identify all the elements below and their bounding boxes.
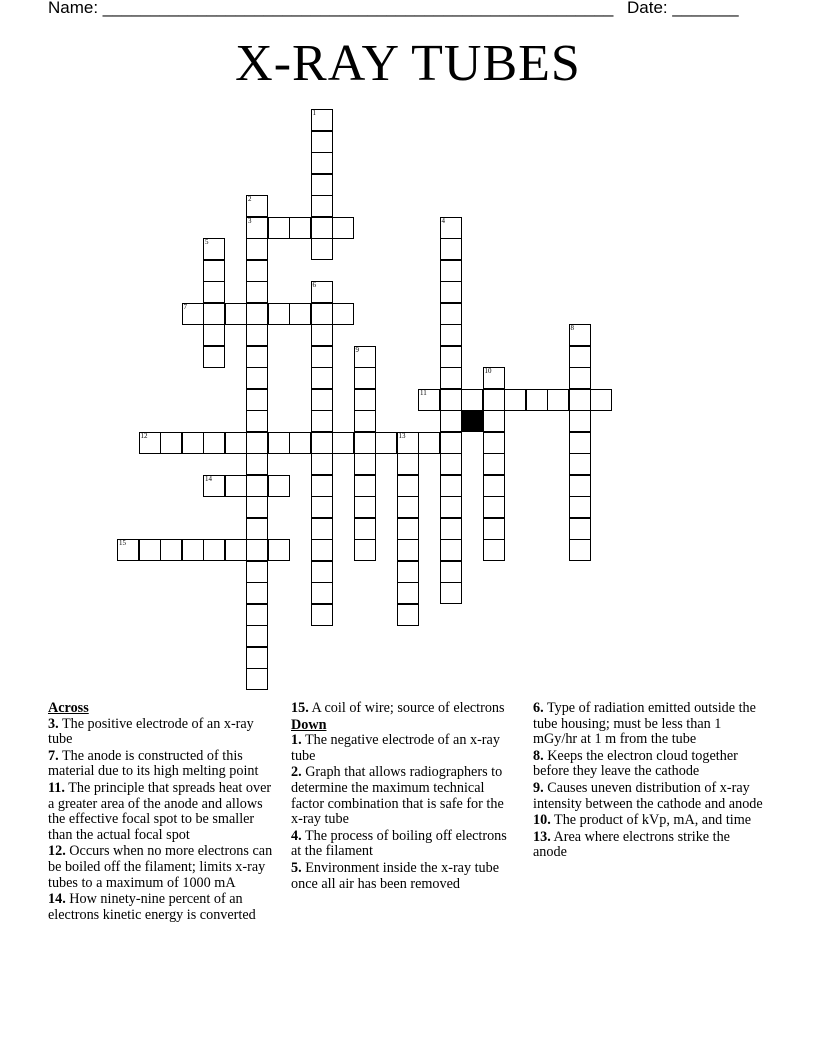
clue-number: 11. [48, 779, 65, 796]
crossword-cell[interactable] [483, 367, 505, 389]
clue-across-12 [48, 844, 280, 891]
crossword-cell[interactable] [569, 346, 591, 368]
crossword-cell[interactable] [311, 367, 333, 389]
clue-number: 14. [48, 891, 66, 908]
clue-across-15 [291, 701, 517, 717]
clue-across-14 [48, 892, 280, 923]
crossword-cell[interactable] [246, 561, 268, 583]
crossword-cell[interactable] [440, 324, 462, 346]
crossword-cell[interactable] [225, 432, 247, 454]
crossword-cell[interactable] [311, 303, 333, 325]
crossword-cell[interactable] [440, 432, 462, 454]
crossword-cell[interactable] [289, 432, 311, 454]
crossword-cell[interactable] [225, 303, 247, 325]
crossword-cell[interactable] [397, 496, 419, 518]
crossword-cell[interactable] [569, 496, 591, 518]
clue-text: The negative electrode of an x-ray tube [291, 732, 500, 764]
crossword-cell[interactable] [246, 668, 268, 690]
crossword-cell[interactable] [246, 625, 268, 647]
clue-number: 1. [291, 732, 302, 749]
date-field[interactable]: Date: _______ [627, 0, 739, 17]
clue-text: Area where electrons strike the anode [533, 828, 730, 861]
clue-down-2 [291, 765, 517, 827]
clue-number: 13. [533, 828, 551, 845]
crossword-cell[interactable] [268, 475, 290, 497]
clue-number: 3. [48, 715, 59, 732]
crossword-cell[interactable] [483, 453, 505, 475]
crossword-cell[interactable] [246, 647, 268, 669]
crossword-cell[interactable] [311, 432, 333, 454]
crossword-cell[interactable] [246, 367, 268, 389]
crossword-cell[interactable] [397, 539, 419, 561]
clue-text: The positive electrode of an x-ray tube [48, 715, 254, 748]
crossword-cell[interactable] [569, 389, 591, 411]
clue-text: The process of boiling off electrons at the filament [291, 827, 507, 860]
crossword-cell[interactable] [461, 389, 483, 411]
crossword-cell[interactable] [139, 432, 161, 454]
crossword-cell[interactable] [203, 281, 225, 303]
down-heading: Down [291, 716, 327, 733]
cell-number: 11 [420, 388, 427, 397]
clue-down-13 [533, 830, 763, 861]
crossword-cell[interactable] [246, 604, 268, 626]
crossword-cell[interactable] [311, 604, 333, 626]
crossword-cell[interactable] [547, 389, 569, 411]
crossword-cell[interactable] [354, 539, 376, 561]
clue-across-3 [48, 717, 280, 748]
crossword-cell[interactable] [268, 539, 290, 561]
cell-number: 13 [398, 431, 406, 440]
crossword-cell[interactable] [354, 453, 376, 475]
crossword-cell[interactable] [569, 475, 591, 497]
crossword-cell[interactable] [440, 496, 462, 518]
crossword-cell[interactable] [246, 432, 268, 454]
crossword-cell[interactable] [268, 303, 290, 325]
crossword-cell[interactable] [397, 518, 419, 540]
crossword-cell[interactable] [246, 217, 268, 239]
crossword-cell[interactable] [139, 539, 161, 561]
crossword-cell[interactable] [246, 195, 268, 217]
clue-number: 5. [291, 859, 302, 876]
crossword-cell[interactable] [440, 453, 462, 475]
clue-down-6 [533, 701, 763, 748]
crossword-cell[interactable] [203, 346, 225, 368]
cell-number: 9 [355, 345, 359, 354]
crossword-cell[interactable] [311, 152, 333, 174]
crossword-cell[interactable] [203, 475, 225, 497]
clue-down-1 [291, 733, 517, 764]
crossword-cell[interactable] [569, 367, 591, 389]
crossword-cell[interactable] [440, 260, 462, 282]
crossword-cell[interactable] [203, 238, 225, 260]
crossword-cell[interactable] [160, 432, 182, 454]
clue-number: 6. [533, 700, 544, 716]
crossword-cell[interactable] [397, 453, 419, 475]
crossword-cell[interactable] [246, 238, 268, 260]
clue-down-4 [291, 829, 517, 860]
crossword-cell[interactable] [117, 539, 139, 561]
cell-number: 1 [312, 109, 316, 117]
cell-number: 2 [248, 195, 252, 203]
crossword-cell[interactable] [160, 539, 182, 561]
clue-text: Environment inside the x-ray tube once all air has been removed [291, 859, 500, 892]
crossword-cell[interactable] [311, 453, 333, 475]
clue-number: 15. [291, 700, 309, 716]
cell-number: 5 [205, 238, 209, 246]
crossword-cell[interactable] [483, 539, 505, 561]
crossword-cell[interactable] [311, 281, 333, 303]
crossword-cell[interactable] [483, 496, 505, 518]
clue-text: Keeps the electron cloud together before they leave the cathode [533, 747, 738, 780]
crossword-cell[interactable] [311, 174, 333, 196]
crossword-cell[interactable] [397, 582, 419, 604]
clue-text: The principle that spreads heat over a greater area of the anode and allows the effective focal spot to be smaller than the actual focal spot [48, 779, 272, 843]
crossword-cell[interactable] [569, 324, 591, 346]
crossword-cell[interactable] [182, 539, 204, 561]
crossword-cell[interactable] [311, 346, 333, 368]
clue-number: 4. [291, 827, 302, 844]
crossword-cell[interactable] [311, 518, 333, 540]
clue-text: Causes uneven distribution of x-ray intensity between the cathode and anode [533, 779, 763, 812]
clues-column-3 [533, 701, 763, 862]
clue-text: How ninety-nine percent of an electrons kinetic energy is converted [48, 891, 256, 923]
clue-text: The product of kVp, mA, and time [554, 812, 752, 829]
crossword-cell[interactable] [483, 410, 505, 432]
crossword-cell[interactable] [203, 324, 225, 346]
crossword-cell[interactable] [440, 539, 462, 561]
page-title: X-RAY TUBES [235, 35, 581, 92]
clue-text: Occurs when no more electrons can be boiled off the filament; limits x-ray tubes to a maximum of 1000 mA [48, 843, 273, 891]
cell-number: 10 [484, 367, 492, 375]
crossword-cell[interactable] [311, 195, 333, 217]
crossword-cell[interactable] [418, 432, 440, 454]
crossword-cell[interactable] [483, 432, 505, 454]
crossword-cell[interactable] [182, 432, 204, 454]
clue-down-10 [533, 813, 763, 829]
crossword-cell[interactable] [225, 475, 247, 497]
crossword-cell[interactable] [440, 238, 462, 260]
crossword-cell[interactable] [440, 367, 462, 389]
crossword-cell[interactable] [311, 496, 333, 518]
crossword-cell[interactable] [246, 346, 268, 368]
crossword-cell[interactable] [569, 539, 591, 561]
crossword-cell[interactable] [354, 518, 376, 540]
crossword-cell[interactable] [354, 496, 376, 518]
crossword-cell[interactable] [289, 303, 311, 325]
crossword-cell[interactable] [418, 389, 440, 411]
clues-column-2 [291, 701, 517, 893]
crossword-cell[interactable] [268, 217, 290, 239]
crossword-cell[interactable] [440, 281, 462, 303]
clue-text: The anode is constructed of this material due to its high melting point [48, 747, 259, 780]
crossword-cell[interactable] [203, 260, 225, 282]
name-field[interactable]: Name: ______________________________________________________ [48, 0, 614, 17]
crossword-cell[interactable] [246, 260, 268, 282]
crossword-cell[interactable] [375, 432, 397, 454]
crossword-cell[interactable] [246, 539, 268, 561]
clue-text: Graph that allows radiographers to determine the maximum technical factor combination that is safe for the x-ray tube [291, 764, 504, 828]
crossword-cell[interactable] [311, 131, 333, 153]
crossword-cell[interactable] [354, 389, 376, 411]
crossword-cell[interactable] [246, 410, 268, 432]
crossword-cell[interactable] [483, 389, 505, 411]
clue-down-5 [291, 861, 517, 892]
crossword-cell[interactable] [332, 303, 354, 325]
crossword-cell[interactable] [225, 539, 247, 561]
crossword-cell[interactable] [440, 217, 462, 239]
crossword-cell[interactable] [354, 475, 376, 497]
black-square [461, 410, 483, 432]
crossword-cell[interactable] [440, 561, 462, 583]
clue-number: 10. [533, 812, 551, 829]
crossword-cell[interactable] [246, 389, 268, 411]
crossword-cell[interactable] [526, 389, 548, 411]
clue-down-8 [533, 749, 763, 780]
clue-number: 2. [291, 764, 302, 781]
crossword-cell[interactable] [440, 346, 462, 368]
crossword-cell[interactable] [397, 604, 419, 626]
crossword-cell[interactable] [440, 582, 462, 604]
crossword-cell[interactable] [354, 410, 376, 432]
crossword-cell[interactable] [483, 518, 505, 540]
crossword-cell[interactable] [246, 303, 268, 325]
crossword-cell[interactable] [440, 303, 462, 325]
crossword-cell[interactable] [354, 432, 376, 454]
clue-number: 9. [533, 779, 544, 796]
cell-number: 3 [248, 216, 252, 225]
crossword-cell[interactable] [246, 281, 268, 303]
crossword-cell[interactable] [311, 561, 333, 583]
crossword-cell[interactable] [246, 518, 268, 540]
crossword-cell[interactable] [397, 475, 419, 497]
clue-across-11 [48, 781, 280, 843]
crossword-cell[interactable] [440, 389, 462, 411]
clue-number: 7. [48, 747, 59, 764]
crossword-cell[interactable] [311, 410, 333, 432]
across-heading: Across [48, 701, 89, 716]
crossword-cell[interactable] [397, 561, 419, 583]
crossword-cell[interactable] [569, 432, 591, 454]
cell-number: 14 [205, 474, 212, 483]
crossword-cell[interactable] [332, 217, 354, 239]
crossword-cell[interactable] [311, 109, 333, 131]
clue-text: A coil of wire; source of electrons [311, 700, 505, 716]
crossword-cell[interactable] [203, 539, 225, 561]
crossword-cell[interactable] [332, 432, 354, 454]
crossword-cell[interactable] [311, 582, 333, 604]
crossword-cell[interactable] [354, 346, 376, 368]
crossword-cell[interactable] [289, 217, 311, 239]
crossword-cell[interactable] [182, 303, 204, 325]
crossword-cell[interactable] [246, 496, 268, 518]
cell-number: 12 [140, 431, 148, 440]
crossword-cell[interactable] [569, 453, 591, 475]
crossword-cell[interactable] [311, 238, 333, 260]
crossword-cell[interactable] [311, 217, 333, 239]
clue-number: 8. [533, 747, 544, 764]
cell-number: 4 [441, 216, 445, 225]
crossword-cell[interactable] [440, 475, 462, 497]
cell-number: 7 [183, 302, 187, 311]
crossword-cell[interactable] [354, 367, 376, 389]
crossword-cell[interactable] [246, 475, 268, 497]
crossword-cell[interactable] [440, 410, 462, 432]
crossword-cell[interactable] [440, 518, 462, 540]
crossword-cell[interactable] [483, 475, 505, 497]
crossword-cell[interactable] [504, 389, 526, 411]
crossword-cell[interactable] [569, 518, 591, 540]
clue-down-9 [533, 781, 763, 812]
crossword-cell[interactable] [246, 453, 268, 475]
cell-number: 6 [312, 281, 316, 289]
cell-number: 8 [570, 324, 574, 332]
cell-number: 15 [119, 539, 126, 547]
crossword-cell[interactable] [397, 432, 419, 454]
crossword-cell[interactable] [311, 389, 333, 411]
clue-number: 12. [48, 843, 66, 860]
crossword-cell[interactable] [311, 539, 333, 561]
clue-across-7 [48, 749, 280, 780]
crossword-cell[interactable] [203, 303, 225, 325]
crossword-cell[interactable] [569, 410, 591, 432]
crossword-cell[interactable] [590, 389, 612, 411]
crossword-cell[interactable] [311, 324, 333, 346]
crossword-cell[interactable] [268, 432, 290, 454]
crossword-cell[interactable] [311, 475, 333, 497]
clue-text: Type of radiation emitted outside the tube housing; must be less than 1 mGy/hr at 1 m from the tube [533, 700, 756, 748]
crossword-cell[interactable] [246, 324, 268, 346]
clues-column-1 [48, 701, 280, 955]
crossword-cell[interactable] [203, 432, 225, 454]
crossword-cell[interactable] [246, 582, 268, 604]
